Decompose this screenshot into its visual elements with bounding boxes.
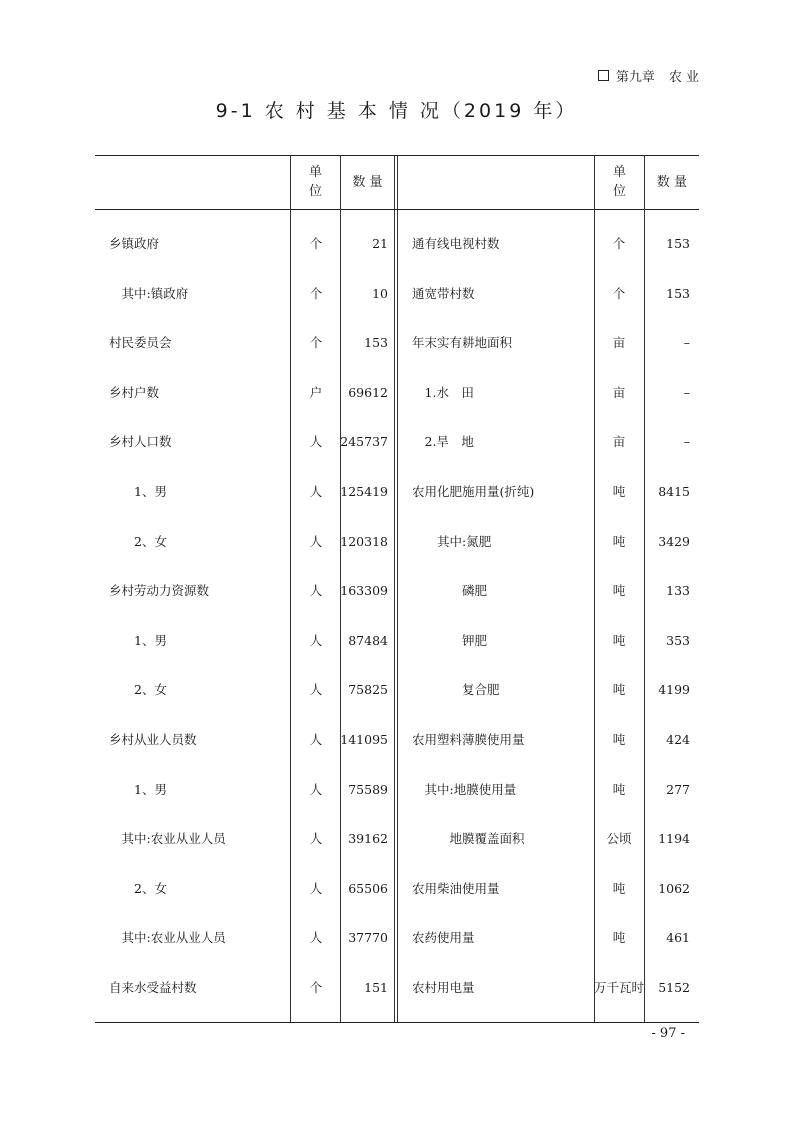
right-item-value: 461 [666,930,690,946]
left-item-value: 125419 [340,484,388,499]
right-item-value: 5152 [658,980,690,995]
left-item-name: 2、女 [134,533,167,549]
left-item-value: 151 [364,980,388,995]
left-item-unit: 人 [309,484,323,499]
right-item-value: 1062 [658,880,690,896]
table-row [95,378,699,408]
page-number: - 97 - [651,1026,685,1041]
table-row [95,576,699,606]
table-row [95,626,699,656]
left-item-unit: 人 [309,583,323,599]
right-item-unit: 吨 [612,484,626,499]
right-item-unit: 吨 [612,682,626,698]
right-item-value: 153 [666,285,690,301]
right-item-value: 424 [666,732,690,747]
left-item-unit: 个 [309,980,323,995]
left-item-unit: 人 [309,732,323,747]
table-row [95,427,699,457]
left-item-name: 其中:农业从业人员 [121,831,226,847]
left-item-value: 75825 [348,682,388,698]
right-item-unit: 个 [612,285,626,301]
left-item-unit: 人 [309,632,323,648]
left-item-unit: 个 [309,335,323,351]
right-item-name: 农村用电量 [412,980,475,995]
right-item-value: 133 [666,583,690,599]
table-row [95,824,699,854]
right-item-value: 3429 [658,533,690,549]
left-item-name: 乡村人口数 [109,434,172,450]
right-item-name: 通宽带村数 [412,285,475,301]
header-unit-left: 单 位 [308,165,322,199]
left-item-value: 69612 [348,384,388,400]
left-item-unit: 人 [309,682,323,698]
left-item-value: 141095 [340,732,388,747]
right-item-value: – [683,434,690,450]
subject-label: 农 业 [668,70,699,85]
left-item-unit: 个 [309,236,323,251]
left-item-name: 乡村户数 [109,384,160,400]
right-item-name: 2.旱 地 [424,434,474,450]
left-item-unit: 户 [309,384,323,400]
left-item-unit: 人 [309,880,323,896]
right-item-unit: 吨 [612,781,626,797]
left-item-unit: 人 [309,533,323,549]
table-row [95,675,699,705]
right-item-unit: 吨 [612,880,626,896]
left-item-name: 自来水受益村数 [109,980,197,995]
right-item-unit: 万千瓦时 [594,980,645,995]
right-item-unit: 亩 [612,335,626,351]
right-item-unit: 公顷 [606,831,632,847]
left-item-name: 2、女 [134,682,167,698]
left-item-unit: 人 [309,930,323,946]
right-item-unit: 亩 [612,434,626,450]
left-item-value: 39162 [348,831,388,847]
header-quantity-left: 数 量 [352,174,383,190]
right-item-name: 农用柴油使用量 [412,880,500,896]
left-item-value: 65506 [348,880,388,896]
right-item-unit: 吨 [612,732,626,747]
header-unit-right: 单 位 [612,165,626,199]
left-item-value: 87484 [348,632,388,648]
right-item-name: 农用化肥施用量(折纯) [412,484,535,499]
right-item-unit: 亩 [612,384,626,400]
left-item-name: 1、男 [134,781,167,797]
left-item-unit: 人 [309,831,323,847]
left-item-value: 75589 [348,781,388,797]
left-item-value: 245737 [340,434,388,450]
chapter-label: 第九章 [615,70,655,85]
right-item-value: 4199 [658,682,690,698]
left-item-name: 2、女 [134,880,167,896]
right-item-name: 农药使用量 [412,930,475,946]
right-item-value: 353 [666,632,690,648]
table-row [95,279,699,309]
right-item-unit: 吨 [612,583,626,599]
right-item-name: 年末实有耕地面积 [412,335,513,351]
table-row [95,229,699,259]
left-item-value: 10 [372,285,388,301]
left-item-value: 120318 [340,533,388,549]
left-item-name: 1、男 [134,484,167,499]
right-item-name: 磷肥 [462,583,488,599]
table-row [95,874,699,904]
right-item-unit: 吨 [612,930,626,946]
page-title: 9-1 农 村 基 本 情 况（2019 年） [215,100,578,122]
right-item-name: 其中:地膜使用量 [424,781,517,797]
header-quantity-right: 数 量 [656,174,688,190]
right-item-name: 钾肥 [462,632,488,648]
table-row [95,775,699,805]
left-item-name: 乡村从业人员数 [109,732,197,747]
left-item-value: 21 [372,236,388,251]
table-row [95,973,699,1003]
table-row [95,477,699,507]
left-item-name: 1、男 [134,632,167,648]
right-item-value: – [683,384,690,400]
right-item-name: 通有线电视村数 [412,236,500,251]
left-item-unit: 人 [309,781,323,797]
right-item-value: 153 [666,236,690,251]
table-row [95,725,699,755]
left-item-name: 村民委员会 [109,335,172,351]
left-item-unit: 人 [309,434,323,450]
right-item-name: 农用塑料薄膜使用量 [412,732,525,747]
left-item-value: 37770 [348,930,388,946]
left-item-value: 153 [364,335,388,351]
left-item-value: 163309 [340,583,388,599]
right-item-unit: 吨 [612,533,626,549]
square-icon [598,70,609,81]
right-item-value: 8415 [658,484,690,499]
right-item-name: 地膜覆盖面积 [449,831,525,847]
running-head [598,66,699,85]
right-item-unit: 吨 [612,632,626,648]
left-item-name: 其中:镇政府 [121,285,189,301]
table-row [95,527,699,557]
table-bottom-rule [95,1022,699,1023]
right-item-value: 277 [666,781,690,797]
right-item-value: 1194 [658,831,690,847]
right-item-name: 复合肥 [462,682,500,698]
left-item-name: 其中:农业从业人员 [121,930,226,946]
right-item-value: – [683,335,690,351]
right-item-unit: 个 [612,236,626,251]
right-item-name: 1.水 田 [424,384,474,400]
table-row [95,328,699,358]
left-item-name: 乡村劳动力资源数 [109,583,210,599]
right-item-name: 其中:氮肥 [437,533,492,549]
table-row [95,923,699,953]
left-item-unit: 个 [309,285,323,301]
left-item-name: 乡镇政府 [109,236,160,251]
